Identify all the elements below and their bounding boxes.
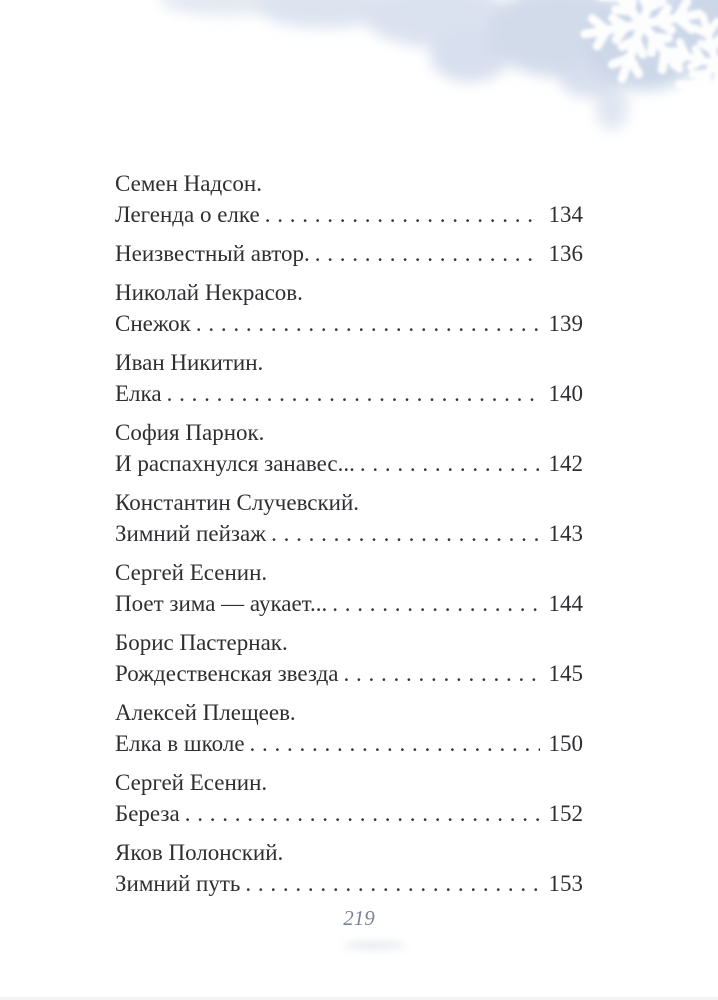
toc-entry-line [115,798,583,829]
toc-entry-line [115,728,583,759]
toc-entry-author: Иван Никитин. [115,350,264,375]
table-of-contents [115,168,583,907]
toc-entry [115,238,583,269]
toc-entry-title: И распахнулся занавес... [115,451,355,476]
dot-leader [185,798,540,829]
toc-entry-page-ref: 134 [548,202,583,227]
toc-entry-line [115,588,583,619]
toc-entry [115,697,583,759]
toc-entry-page-ref: 145 [548,661,583,686]
toc-entry-page-ref: 142 [548,451,583,476]
snowflake-watermark-svg [0,0,718,150]
toc-entry-author: Семен Надсон. [115,171,262,196]
toc-entry-title: Рождественская звезда [115,661,339,686]
toc-entry-line [115,199,583,230]
toc-entry-author: Сергей Есенин. [115,770,268,795]
toc-entry-line [115,238,583,269]
toc-entry-line [115,448,583,479]
folio-page-number: 219 [343,906,375,930]
toc-entry-page-ref: 153 [548,871,583,896]
toc-entry-page-ref: 150 [548,731,583,756]
toc-entry [115,767,583,829]
toc-entry-author: Борис Пастернак. [115,630,288,655]
toc-entry-line [115,378,583,409]
toc-entry-page-ref: 144 [548,591,583,616]
toc-entry-author: Алексей Плещеев. [115,700,296,725]
toc-entry-title: Береза [115,801,180,826]
dot-leader [250,728,540,759]
toc-entry-line [115,868,583,899]
toc-entry-line [115,658,583,689]
toc-entry [115,347,583,409]
dot-leader [196,308,540,339]
toc-entry [115,168,583,230]
toc-entry-author: Николай Некрасов. [115,280,303,305]
toc-entry-title: Зимний пейзаж [115,521,267,546]
dot-leader [315,238,540,269]
dot-leader [343,658,539,689]
toc-entry-page-ref: 136 [548,241,583,266]
toc-entry-author: Сергей Есенин. [115,560,268,585]
toc-entry-author: София Парнок. [115,420,265,445]
toc-entry [115,557,583,619]
toc-entry-title: Легенда о елке [115,202,260,227]
toc-entry-title: Зимний путь [115,871,241,896]
toc-entry-author: Яков Полонский. [115,840,284,865]
dot-leader [360,448,540,479]
toc-entry-line [115,518,583,549]
toc-entry-page-ref: 140 [548,381,583,406]
toc-entry-title: Снежок [115,311,191,336]
snowflake-icon [568,0,715,98]
toc-entry-page-ref: 143 [548,521,583,546]
toc-entry [115,417,583,479]
toc-entry-title: Елка в школе [115,731,245,756]
toc-entry-title: Неизвестный автор. [115,241,310,266]
toc-entry-author: Константин Случевский. [115,490,360,515]
toc-entry-title: Елка [115,381,162,406]
snowflake-watermark [0,0,718,150]
toc-entry [115,277,583,339]
toc-entry [115,837,583,899]
dot-leader [167,378,540,409]
dot-leader [271,518,539,549]
snowflake-icon [656,4,718,124]
dot-leader [245,868,539,899]
toc-entry-page-ref: 139 [548,311,583,336]
toc-entry [115,627,583,689]
dot-leader [332,588,539,619]
toc-entry-page-ref: 152 [548,801,583,826]
toc-entry-line [115,308,583,339]
toc-entry [115,487,583,549]
toc-entry-title: Поет зима — аукает... [115,591,328,616]
show-through-smudge [344,941,406,950]
dot-leader [265,199,540,230]
